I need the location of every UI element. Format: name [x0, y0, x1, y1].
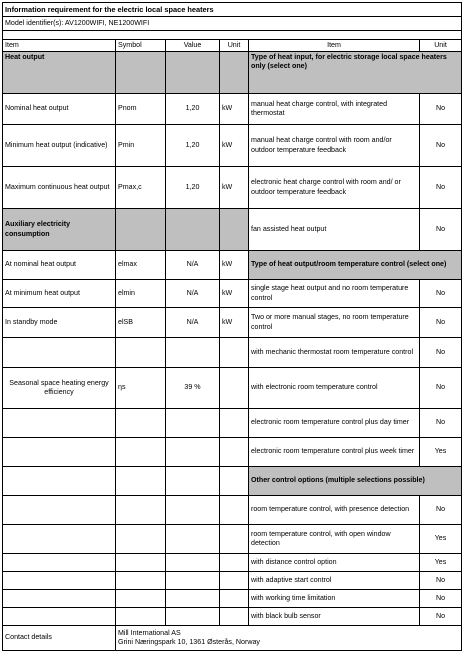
right-unit-value: Yes [420, 438, 462, 467]
value-cell: N/A [166, 280, 220, 308]
section-output-control-type: Type of heat output/room temperature control (select one) [249, 251, 462, 280]
table-row [3, 167, 462, 209]
table-row [3, 467, 462, 496]
symbol-cell: ηs [116, 368, 166, 409]
unit-cell: kW [220, 125, 249, 167]
header-value: Value [166, 40, 220, 52]
title-row [3, 3, 462, 17]
value-cell: N/A [166, 308, 220, 338]
unit-cell: kW [220, 251, 249, 280]
symbol-cell: Pnom [116, 94, 166, 125]
header-unit: Unit [220, 40, 249, 52]
header-item-right: Item [249, 40, 420, 52]
right-unit-value: Yes [420, 554, 462, 572]
section-aux-electricity: Auxiliary electricity consumption [3, 209, 116, 251]
right-unit-value: No [420, 209, 462, 251]
right-unit-value: No [420, 496, 462, 525]
value-cell: 39 % [166, 368, 220, 409]
right-item-label: fan assisted heat output [249, 209, 420, 251]
contact-company: Mill International AS [118, 628, 181, 637]
right-item-label: with mechanic thermostat room temperature control [249, 338, 420, 368]
right-unit-value: No [420, 409, 462, 438]
section-heat-input-type: Type of heat input, for electric storage local space heaters only (select one) [249, 52, 462, 94]
spacer-row [3, 31, 462, 40]
section-other-control: Other control options (multiple selections possible) [249, 467, 462, 496]
right-item-label: with working time limitation [249, 590, 420, 608]
right-unit-value: No [420, 125, 462, 167]
right-item-label: manual heat charge control with room and/or outdoor temperature feedback [249, 125, 420, 167]
contact-label: Contact details [3, 626, 116, 651]
right-item-label: electronic room temperature control plus day timer [249, 409, 420, 438]
unit-cell: kW [220, 280, 249, 308]
table-row [3, 280, 462, 308]
model-row [3, 17, 462, 31]
item-label: Nominal heat output [3, 94, 116, 125]
header-symbol: Symbol [116, 40, 166, 52]
table-row [3, 438, 462, 467]
symbol-cell: elSB [116, 308, 166, 338]
value-cell: 1,20 [166, 125, 220, 167]
table-row [3, 496, 462, 525]
table-row [3, 209, 462, 251]
item-label: In standby mode [3, 308, 116, 338]
table-row [3, 94, 462, 125]
right-item-label: with black bulb sensor [249, 608, 420, 626]
contact-details [116, 626, 462, 651]
symbol-cell: Pmax,c [116, 167, 166, 209]
right-item-label: with distance control option [249, 554, 420, 572]
contact-row [3, 626, 462, 651]
right-unit-value: No [420, 94, 462, 125]
unit-cell: kW [220, 167, 249, 209]
item-label: Seasonal space heating energy efficiency [3, 368, 116, 409]
item-label: At nominal heat output [3, 251, 116, 280]
symbol-cell: elmax [116, 251, 166, 280]
header-item: Item [3, 40, 116, 52]
header-unit-right: Unit [420, 40, 462, 52]
model-identifiers: Model identifier(s): AV1200WIFI, NE1200WIFI [3, 17, 462, 31]
right-item-label: Two or more manual stages, no room temperature control [249, 308, 420, 338]
right-item-label: room temperature control, with open window detection [249, 525, 420, 554]
table-row [3, 125, 462, 167]
table-row [3, 554, 462, 572]
table-row [3, 338, 462, 368]
table-row [3, 608, 462, 626]
item-label: Minimum heat output (indicative) [3, 125, 116, 167]
right-unit-value: No [420, 167, 462, 209]
table-row [3, 590, 462, 608]
table-row [3, 572, 462, 590]
symbol-cell: Pmin [116, 125, 166, 167]
item-label: Maximum continuous heat output [3, 167, 116, 209]
document-title: Information requirement for the electric local space heaters [3, 3, 462, 17]
info-requirement-table [2, 2, 462, 651]
value-cell: N/A [166, 251, 220, 280]
item-label: At minimum heat output [3, 280, 116, 308]
right-unit-value: No [420, 338, 462, 368]
right-unit-value: No [420, 572, 462, 590]
unit-cell: kW [220, 308, 249, 338]
right-item-label: with electronic room temperature control [249, 368, 420, 409]
right-item-label: manual heat charge control, with integrated thermostat [249, 94, 420, 125]
right-unit-value: Yes [420, 525, 462, 554]
right-item-label: electronic room temperature control plus week timer [249, 438, 420, 467]
right-unit-value: No [420, 608, 462, 626]
right-item-label: single stage heat output and no room temperature control [249, 280, 420, 308]
symbol-cell: elmin [116, 280, 166, 308]
right-unit-value: No [420, 308, 462, 338]
right-unit-value: No [420, 368, 462, 409]
value-cell: 1,20 [166, 94, 220, 125]
unit-cell: kW [220, 94, 249, 125]
table-row [3, 52, 462, 94]
header-row [3, 40, 462, 52]
table-row [3, 251, 462, 280]
right-unit-value: No [420, 590, 462, 608]
value-cell: 1,20 [166, 167, 220, 209]
section-heat-output: Heat output [3, 52, 116, 94]
contact-address: Grini Næringspark 10, 1361 Østerås, Norway [118, 638, 260, 646]
table-row [3, 409, 462, 438]
right-unit-value: No [420, 280, 462, 308]
right-item-label: room temperature control, with presence detection [249, 496, 420, 525]
table-row [3, 308, 462, 338]
right-item-label: electronic heat charge control with room and/ or outdoor temperature feedback [249, 167, 420, 209]
table-row [3, 368, 462, 409]
right-item-label: with adaptive start control [249, 572, 420, 590]
table-row [3, 525, 462, 554]
